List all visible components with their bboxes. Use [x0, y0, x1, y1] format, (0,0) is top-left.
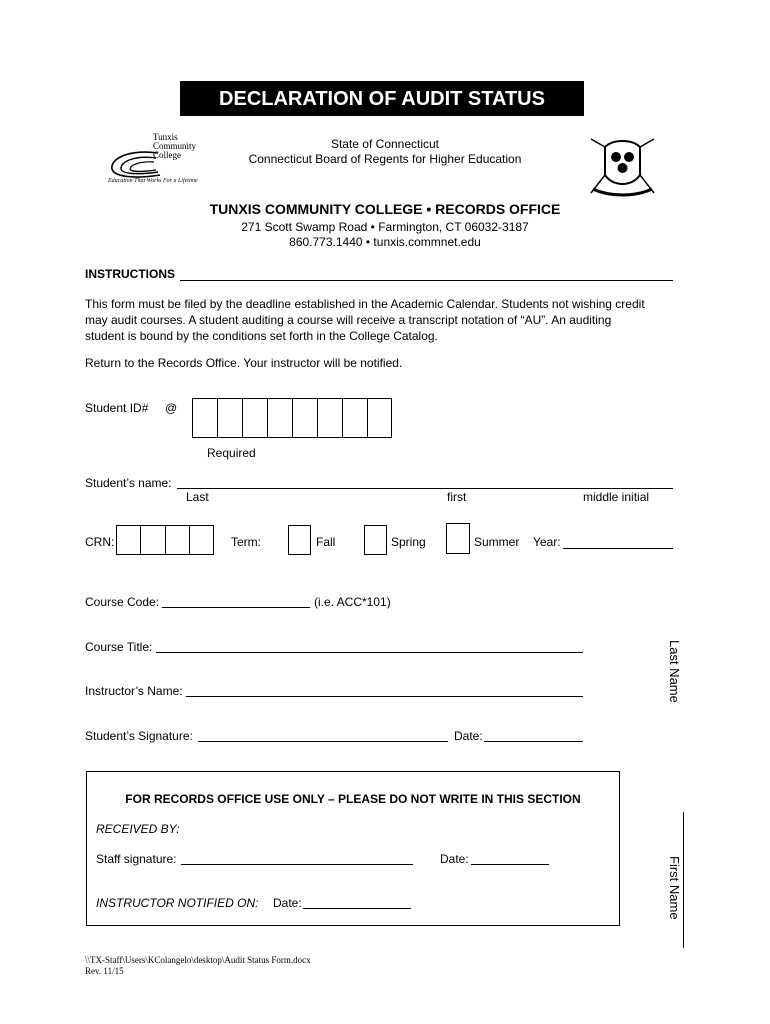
staff-signature-label: Staff signature:: [96, 852, 177, 866]
student-id-label: Student ID#: [85, 401, 149, 415]
notified-date-label: Date:: [273, 896, 302, 910]
signature-label: Student’s Signature:: [85, 729, 193, 743]
instructions-line-3: student is bound by the conditions set forth in the College Catalog.: [85, 329, 438, 343]
instructions-heading: INSTRUCTIONS: [85, 267, 175, 281]
signature-field[interactable]: [198, 728, 448, 742]
student-id-boxes[interactable]: [192, 398, 392, 438]
state-seal: [585, 135, 660, 198]
name-middle-caption: middle initial: [583, 490, 650, 504]
id-divider: [292, 399, 293, 437]
crn-divider: [189, 526, 190, 554]
footer: [85, 955, 311, 977]
side-last-name: Last Name: [667, 640, 682, 703]
course-title-field[interactable]: [156, 639, 583, 653]
name-last-caption: Last: [186, 490, 209, 504]
year-label: Year:: [533, 535, 561, 549]
course-code-example: (i.e. ACC*101): [314, 595, 391, 609]
crn-label: CRN:: [85, 535, 115, 549]
spring-checkbox[interactable]: [364, 525, 387, 555]
course-title-label: Course Title:: [85, 640, 153, 654]
instructions-rule: [180, 266, 673, 281]
student-name-field[interactable]: [177, 476, 673, 489]
required-label: Required: [207, 446, 256, 460]
spring-label: Spring: [391, 535, 426, 549]
received-by-label: RECEIVED BY:: [96, 822, 180, 836]
logo-line-1: Tunxis: [153, 132, 178, 142]
side-rule: [683, 812, 684, 948]
crn-divider: [140, 526, 141, 554]
instructions-text: [85, 296, 645, 344]
college-contact: 860.773.1440 • tunxis.commnet.edu: [289, 235, 481, 249]
state-name: State of Connecticut: [330, 137, 440, 151]
summer-label: Summer: [474, 535, 520, 549]
logo-tagline: Education That Works For a Lifetime: [108, 178, 198, 184]
instructor-name-field[interactable]: [186, 683, 583, 697]
logo-line-3: College: [153, 150, 181, 160]
fall-checkbox[interactable]: [288, 525, 311, 555]
id-divider: [267, 399, 268, 437]
instructions-line-2: may audit courses. A student auditing a course will receive a transcript notation of “AU”. An auditing: [85, 313, 612, 327]
id-divider: [317, 399, 318, 437]
college-heading: TUNXIS COMMUNITY COLLEGE • RECORDS OFFICE: [209, 201, 561, 217]
form-title: DECLARATION OF AUDIT STATUS: [180, 81, 584, 116]
id-divider: [242, 399, 243, 437]
summer-checkbox[interactable]: [446, 523, 470, 554]
course-code-field[interactable]: [162, 594, 310, 608]
instructions-line-1: This form must be filed by the deadline established in the Academic Calendar. Students not wishing credit: [85, 297, 645, 311]
signature-date-label: Date:: [454, 729, 483, 743]
crn-divider: [165, 526, 166, 554]
records-office-section: [86, 771, 620, 926]
college-address: 271 Scott Swamp Road • Farmington, CT 06032-3187: [241, 220, 529, 234]
office-date-label: Date:: [440, 852, 469, 866]
records-office-heading: FOR RECORDS OFFICE USE ONLY – PLEASE DO NOT WRITE IN THIS SECTION: [125, 792, 581, 806]
at-symbol: @: [165, 401, 178, 415]
fall-label: Fall: [316, 535, 336, 549]
student-name-label: Student’s name:: [85, 476, 172, 490]
logo-line-2: Community: [153, 141, 197, 151]
board-name: Connecticut Board of Regents for Higher Education: [248, 152, 522, 166]
id-divider: [367, 399, 368, 437]
signature-date-field[interactable]: [484, 728, 583, 742]
side-first-name: First Name: [667, 856, 682, 920]
id-divider: [217, 399, 218, 437]
seal-icon: [585, 135, 660, 198]
id-divider: [342, 399, 343, 437]
return-note: Return to the Records Office. Your instructor will be notified.: [85, 356, 403, 370]
course-code-label: Course Code:: [85, 595, 160, 609]
crn-boxes[interactable]: [116, 525, 214, 555]
staff-signature-field[interactable]: [181, 851, 413, 865]
year-field[interactable]: [563, 535, 673, 549]
instructor-notified-label: INSTRUCTOR NOTIFIED ON:: [96, 896, 259, 910]
instructor-name-label: Instructor’s Name:: [85, 684, 183, 698]
footer-rev: Rev. 11/15: [85, 966, 124, 976]
term-label: Term:: [231, 535, 261, 549]
notified-date-field[interactable]: [303, 895, 411, 909]
footer-path: \\TX-Staff\Users\KColangelo\desktop\Audit Status Form.docx: [85, 955, 311, 965]
office-date-field[interactable]: [471, 851, 549, 865]
name-first-caption: first: [447, 490, 467, 504]
